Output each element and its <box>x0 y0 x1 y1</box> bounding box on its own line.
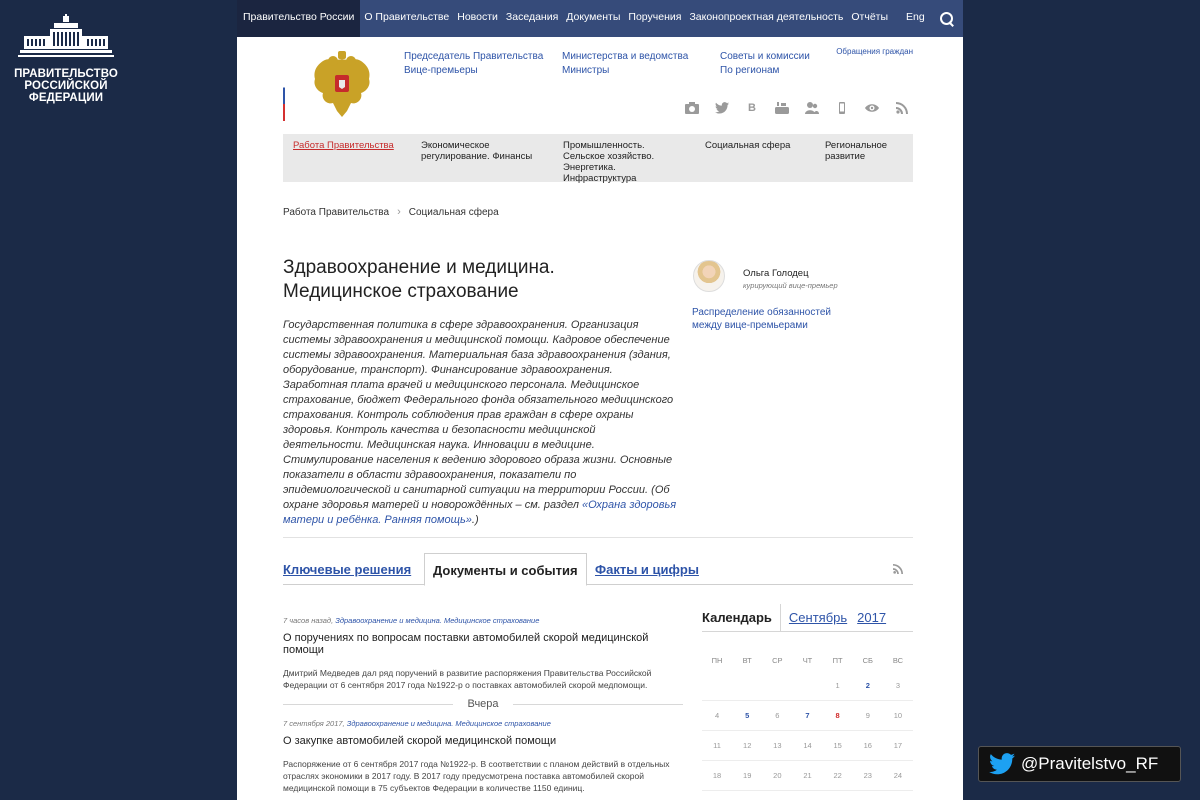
news-time: 7 часов назад, <box>283 616 334 625</box>
news-title[interactable]: О закупке автомобилей скорой медицинской помощи <box>283 735 557 747</box>
header-links-col1 <box>404 50 543 78</box>
link-citizen-appeals[interactable]: Обращения граждан <box>836 47 913 56</box>
twitter-bird-icon <box>989 753 1015 775</box>
news-meta <box>283 719 683 728</box>
calendar-days <box>702 671 913 791</box>
calendar-empty-cell <box>762 671 792 701</box>
calendar-separator <box>780 604 781 632</box>
coat-of-arms-icon[interactable] <box>309 51 375 121</box>
calendar-day[interactable]: 8 <box>823 701 853 731</box>
header-links-col2 <box>562 50 688 78</box>
content-tabs <box>283 553 913 585</box>
calendar-day: 10 <box>883 701 913 731</box>
calendar-day[interactable]: 7 <box>792 701 822 731</box>
brand-line: РОССИЙСКОЙ <box>24 80 108 92</box>
news-item <box>283 719 683 794</box>
section-government-work[interactable]: Работа Правительства <box>293 140 394 151</box>
nav-legislation[interactable]: Законопроектная деятельность <box>689 11 844 23</box>
description-link[interactable]: «Охрана здоровья матери и ребёнка. Ранняя помощь» <box>283 499 677 526</box>
rss-icon[interactable] <box>895 102 909 114</box>
section-social[interactable]: Социальная сфера <box>705 140 791 151</box>
calendar-day: 14 <box>792 731 822 761</box>
breadcrumb-item[interactable]: Социальная сфера <box>408 206 499 218</box>
camera-icon[interactable] <box>685 102 699 114</box>
nav-about[interactable]: О Правительстве <box>364 11 450 23</box>
people-icon[interactable] <box>805 102 819 114</box>
page-title: Здравоохранение и медицина. Медицинское страхование <box>283 257 555 302</box>
calendar-weekdays <box>702 656 913 665</box>
link-ministers[interactable]: Министры <box>562 65 610 76</box>
tab-key-decisions[interactable]: Ключевые решения <box>283 562 412 577</box>
calendar-empty-cell <box>792 671 822 701</box>
nav-instructions[interactable]: Поручения <box>628 11 682 23</box>
weekday-label: СР <box>772 656 783 665</box>
section-regional[interactable]: Региональное развитие <box>825 140 888 162</box>
description-text: Государственная политика в сфере здравоохранения. Организация системы здравоохранения и медицинской помощи. Кадровое обеспечение системы здравоохранения. Материальная база здравоохранения (здания, оборудование, транспорт). Финансирование здравоохранения. Заработная плата врачей и медицинского персонала. Медицинское страхование, бюджет Федерального фонда обязательного медицинского страхования. Контроль соблюдения прав граждан в сфере охраны здоровья. Контроль качества и безопасности медицинской деятельности. Медицинская наука. Инновации в медицине. Стимулирование населения к ведению здорового образа жизни. Основные показатели в области здравоохранения, показатели по эпидемиологической и санитарной ситуации на территории России. (Об охране здоровья матерей и новорождённых – см. раздел <box>283 319 674 511</box>
divider <box>283 537 913 538</box>
government-logo[interactable] <box>14 14 118 104</box>
calendar-day: 3 <box>883 671 913 701</box>
header-links-col3 <box>720 50 810 78</box>
news-body: Распоряжение от 6 сентября 2017 года №1922-р. В соответствии с планом действий в отдельных отраслях экономики в 2017 году. В 2017 году предусмотрена поставка автомобилей скорой медицинской помощи в 75 субъектов Федерации в количестве 1150 единиц. <box>283 759 670 793</box>
social-links <box>685 102 909 114</box>
calendar-day: 4 <box>702 701 732 731</box>
vk-icon[interactable]: В <box>748 102 756 114</box>
language-switch[interactable]: Eng <box>906 11 925 23</box>
curator-name[interactable]: Ольга Голодец <box>743 268 809 279</box>
calendar-empty-cell <box>732 671 762 701</box>
news-item <box>283 616 683 691</box>
site-header <box>237 37 963 134</box>
rss-icon[interactable] <box>893 564 903 574</box>
calendar-day[interactable]: 2 <box>853 671 883 701</box>
weekday-label: СБ <box>862 656 873 665</box>
weekday-label: ПН <box>711 656 723 665</box>
nav-government-russia[interactable]: Правительство России <box>237 0 360 37</box>
curator-avatar[interactable] <box>693 260 725 292</box>
calendar-day: 17 <box>883 731 913 761</box>
link-chairman[interactable]: Председатель Правительства <box>404 51 544 62</box>
chevron-right-icon: › <box>397 206 401 218</box>
calendar-header <box>702 604 913 632</box>
calendar-day: 23 <box>853 761 883 791</box>
separator-line <box>513 704 683 705</box>
weekday-label: ПТ <box>832 656 843 665</box>
calendar-day: 13 <box>762 731 792 761</box>
calendar-day[interactable]: 5 <box>732 701 762 731</box>
calendar-day: 19 <box>732 761 762 791</box>
tab-facts-figures[interactable]: Факты и цифры <box>595 562 699 577</box>
date-separator <box>283 696 683 712</box>
twitter-handle: @Pravitelstvo_RF <box>1021 754 1159 773</box>
link-councils[interactable]: Советы и комиссии <box>720 51 810 62</box>
nav-news[interactable]: Новости <box>457 11 498 23</box>
calendar-year-select[interactable]: 2017 <box>857 610 887 625</box>
calendar-day: 18 <box>702 761 732 791</box>
main-panel <box>237 0 963 800</box>
weekday-label: ВС <box>892 656 903 665</box>
breadcrumb <box>283 206 499 218</box>
news-category[interactable]: Здравоохранение и медицина. Медицинское страхование <box>335 616 540 625</box>
search-icon[interactable] <box>939 11 955 27</box>
weekday-label: ВТ <box>742 656 752 665</box>
tab-documents-events[interactable]: Документы и события <box>424 553 587 586</box>
calendar-day: 22 <box>823 761 853 791</box>
calendar-day: 16 <box>853 731 883 761</box>
calendar-day: 9 <box>853 701 883 731</box>
calendar-day: 21 <box>792 761 822 791</box>
youtube-icon[interactable] <box>775 102 789 114</box>
news-title[interactable]: О поручениях по вопросам поставки автомобилей скорой медицинской помощи <box>283 632 649 656</box>
section-industry[interactable]: Промышленность. Сельское хозяйство. Энергетика. Инфраструктура <box>563 140 655 184</box>
calendar-day: 11 <box>702 731 732 761</box>
calendar-day: 6 <box>762 701 792 731</box>
calendar-day: 24 <box>883 761 913 791</box>
separator-line <box>283 704 453 705</box>
top-navigation <box>237 0 963 37</box>
description-end: .) <box>471 514 479 526</box>
government-house-icon <box>18 14 114 64</box>
brand-title <box>14 68 118 104</box>
section-economy[interactable]: Экономическое регулирование. Финансы <box>421 140 533 162</box>
separator-label: Вчера <box>467 698 499 710</box>
news-time: 7 сентября 2017, <box>283 719 345 728</box>
section-menu <box>283 134 913 182</box>
news-meta <box>283 616 683 625</box>
calendar-label: Календарь <box>702 610 772 625</box>
eye-icon[interactable] <box>865 102 879 114</box>
breadcrumb-item[interactable]: Работа Правительства <box>283 206 390 218</box>
nav-meetings[interactable]: Заседания <box>505 11 559 23</box>
calendar-day: 15 <box>823 731 853 761</box>
mobile-icon[interactable] <box>835 102 849 114</box>
brand-line: ФЕДЕРАЦИИ <box>28 92 104 104</box>
calendar-day: 1 <box>823 671 853 701</box>
page-description <box>283 318 677 528</box>
calendar-day: 12 <box>732 731 762 761</box>
news-category[interactable]: Здравоохранение и медицина. Медицинское страхование <box>346 719 551 728</box>
calendar-day: 20 <box>762 761 792 791</box>
duties-link[interactable]: Распределение обязанностей между вице-премьерами <box>692 307 831 331</box>
twitter-badge[interactable] <box>978 746 1181 782</box>
nav-documents[interactable]: Документы <box>566 11 621 23</box>
news-body: Дмитрий Медведев дал ряд поручений в развитие распоряжения Правительства Российской Федерации от 6 сентября 2017 года №1922-р о поставках автомобилей скорой медпомощи. <box>283 668 652 690</box>
nav-reports[interactable]: Отчёты <box>851 11 889 23</box>
weekday-label: ЧТ <box>802 656 813 665</box>
brand-line: ПРАВИТЕЛЬСТВО <box>14 68 118 80</box>
calendar <box>702 604 913 791</box>
calendar-empty-cell <box>702 671 732 701</box>
link-ministries[interactable]: Министерства и ведомства <box>562 51 689 62</box>
link-vice-premiers[interactable]: Вице-премьеры <box>404 65 478 76</box>
calendar-month-select[interactable]: Сентябрь <box>788 610 848 625</box>
twitter-icon[interactable] <box>715 102 729 114</box>
curator-role: курирующий вице-премьер <box>743 281 838 290</box>
flag-stripe <box>283 71 285 121</box>
link-regions[interactable]: По регионам <box>720 65 780 76</box>
